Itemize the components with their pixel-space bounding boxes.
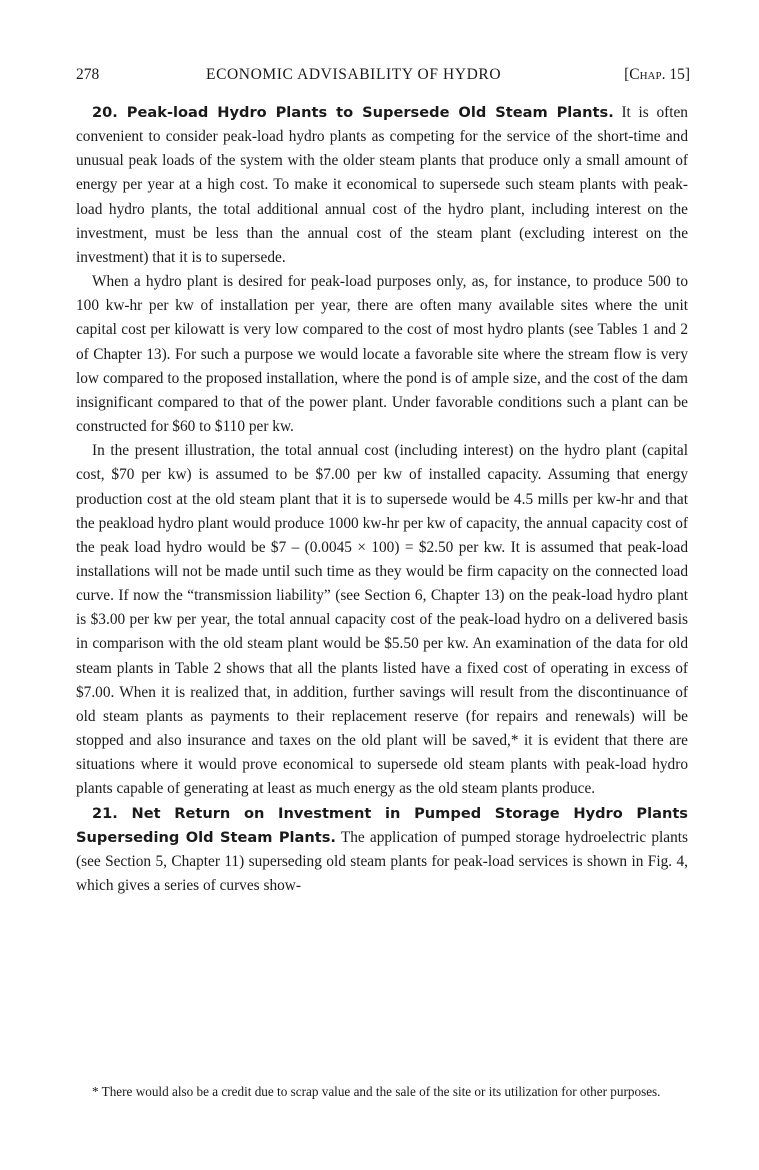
footnote (76, 1082, 688, 1101)
section-20-text: It is often convenient to consider peak-load hydro plants as competing for the service of the short-time and unusual peak loads of the system with the older steam plants that produce only a small amount of energy per year at a high cost. To make it economical to supersede such steam plants with peak-load hydro plants, the total additional annual cost of the hydro plant, including interest on the investment, must be less than the annual cost of the steam plant (excluding interest on the investment) that it is to supersede. (76, 104, 688, 266)
running-title: ECONOMIC ADVISABILITY OF HYDRO (206, 66, 502, 83)
section-21-title: 21. Net Return on Investment in Pumped Storage Hydro Plants Superseding Old Steam Plants. (76, 804, 688, 846)
section-21-paragraph (76, 802, 688, 899)
running-header (76, 66, 690, 90)
section-21-text: The application of pumped storage hydroelectric plants (see Section 5, Chapter 11) superseding old steam plants for peak-load services is shown in Fig. 4, which gives a series of curves show- (76, 828, 688, 894)
section-20-title: 20. Peak-load Hydro Plants to Supersede Old Steam Plants. (92, 104, 614, 121)
footnote-text: * There would also be a credit due to scrap value and the sale of the site or its utilization for other purposes. (92, 1084, 661, 1099)
chapter-label: [Chap. 15] (624, 66, 690, 83)
page-number: 278 (76, 66, 100, 83)
body-text (76, 101, 688, 898)
section-20-paragraph (76, 101, 688, 270)
paragraph-illustration: In the present illustration, the total annual cost (including interest) on the hydro plant (capital cost, $70 per kw) is assumed to be $7.00 per kw of installed capacity. Assuming that energy production cost at the old steam plant that it is to supersede would be 4.5 mills per kw-hr and that the peakload hydro plant would produce 1000 kw-hr per kw of capacity, the annual capacity cost of the peak load hydro would be $7 – (0.0045 × 100) = $2.50 per kw. It is assumed that peak-load installations will not be made until such time as they would be firm capacity on the connected load curve. If now the “transmission liability” (see Section 6, Chapter 13) on the peak-load hydro plant is $3.00 per kw per year, the total annual capacity cost of the peak-load hydro on a delivered basis in comparison with the old steam plant would be $5.50 per kw. An examination of the data for old steam plants in Table 2 shows that all the plants listed have a fixed cost of operating in excess of $7.00. When it is realized that, in addition, further savings will result from the discontinuance of old steam plants as payments to their replacement reserve (for repairs and renewals) will be stopped and also insurance and taxes on the old plant will be saved,* it is evident that there are situations where it would prove economical to supersede old steam plants with peak-load hydro plants capable of generating at least as much energy as the old steam plants produce. (76, 442, 688, 798)
paragraph-peak-load-sites: When a hydro plant is desired for peak-load purposes only, as, for instance, to produce 500 to 100 kw-hr per kw of installation per year, there are often many available sites where the unit capital cost per kilowatt is very low compared to the cost of most hydro plants (see Tables 1 and 2 of Chapter 13). For such a purpose we would locate a favorable site where the stream flow is very low compared to the proposed installation, where the pond is of ample size, and the cost of the dam insignificant compared to that of the power plant. Under favorable conditions such a plant can be constructed for $60 to $110 per kw. (76, 273, 688, 436)
